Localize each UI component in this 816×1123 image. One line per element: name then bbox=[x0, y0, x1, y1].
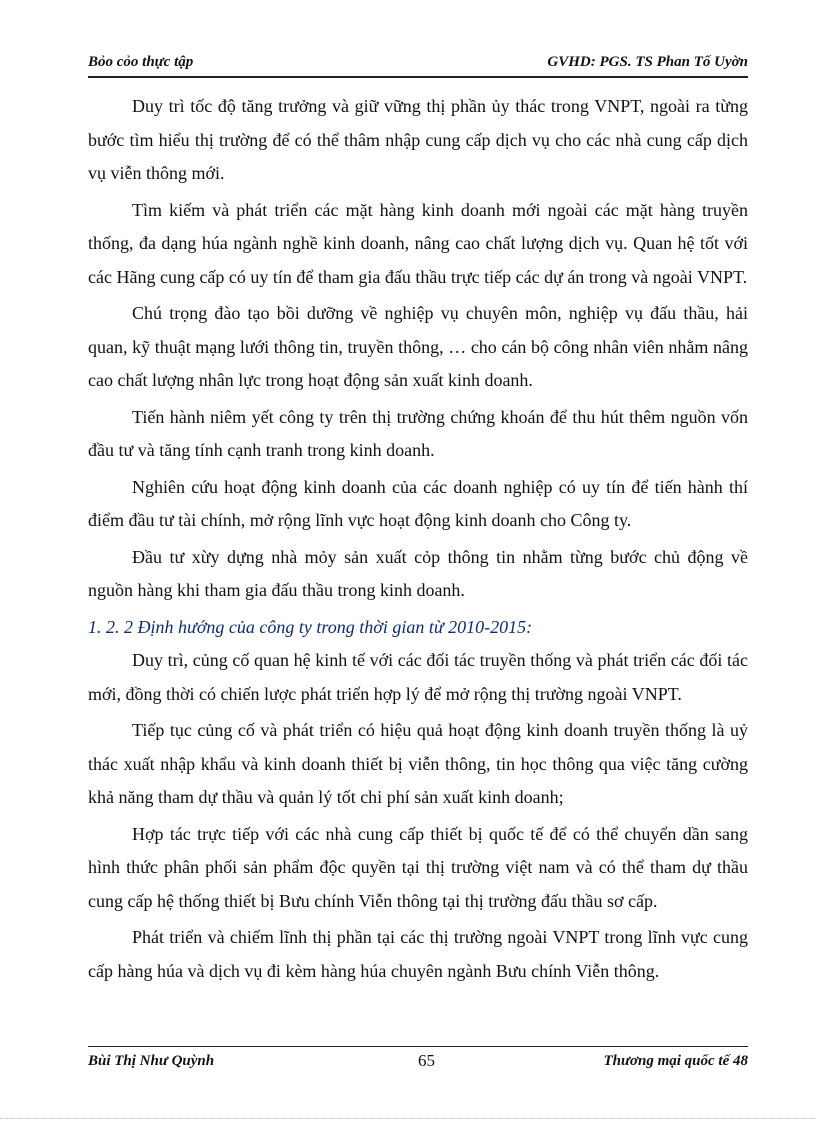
page-number: 65 bbox=[418, 1051, 435, 1070]
footer-author: Bùi Thị Như Quỳnh bbox=[88, 1053, 215, 1069]
paragraph: Chú trọng đào tạo bồi dưỡng về nghiệp vụ chuyên môn, nghiệp vụ đấu thầu, hải quan, kỹ thuật mạng lưới thông tin, truyền thông, … cho cán bộ công nhân viên nhằm nâng cao chất lượng nhân lực trong hoạt động sản xuất kinh doanh. bbox=[88, 303, 748, 390]
paragraph: Tìm kiếm và phát triển các mặt hàng kinh doanh mới ngoài các mặt hàng truyền thống, đa dạng húa ngành nghề kinh doanh, nâng cao chất lượng dịch vụ. Quan hệ tốt với các Hãng cung cấp có uy tín để tham gia đấu thầu trực tiếp các dự án trong và ngoài VNPT. bbox=[88, 199, 748, 287]
page-footer bbox=[88, 1046, 748, 1079]
header-supervisor: GVHD: PGS. TS Phan Tố Uyờn bbox=[547, 54, 748, 70]
paragraph: Duy trì, củng cố quan hệ kinh tế với các đối tác truyền thống và phát triển các đối tác mới, đồng thời có chiến lược phát triển hợp lý để mở rộng thị trường ngoài VNPT. bbox=[88, 650, 748, 704]
paragraph: Phát triển và chiếm lĩnh thị phần tại các thị trường ngoài VNPT trong lĩnh vực cung cấp hàng húa và dịch vụ đi kèm hàng húa chuyên ngành Bưu chính Viễn thông. bbox=[88, 927, 748, 981]
page-edge-divider bbox=[0, 1118, 816, 1119]
footer-class: Thương mại quốc tế 48 bbox=[603, 1053, 748, 1069]
document-body bbox=[88, 90, 748, 991]
paragraph: Nghiên cứu hoạt động kinh doanh của các doanh nghiệp có uy tín để tiến hành thí điểm đầu tư tài chính, mở rộng lĩnh vực hoạt động kinh doanh cho Công ty. bbox=[88, 476, 748, 530]
paragraph: Đầu tư xừy dựng nhà mỏy sản xuất cỏp thông tin nhằm từng bước chủ động về nguồn hàng khi tham gia đấu thầu trong kinh doanh. bbox=[88, 546, 748, 600]
paragraph: Tiến hành niêm yết công ty trên thị trường chứng khoán để thu hút thêm nguồn vốn đầu tư và tăng tính cạnh tranh trong kinh doanh. bbox=[88, 406, 748, 460]
section-heading: 1. 2. 2 Định hướng của công ty trong thời gian từ 2010-2015: bbox=[88, 616, 533, 637]
paragraph: Hợp tác trực tiếp với các nhà cung cấp thiết bị quốc tế để có thể chuyển dần sang hình thức phân phối sản phẩm độc quyền tại thị trường việt nam và có thể tham dự thầu cung cấp hệ thống thiết bị Bưu chính Viễn thông tại thị trường đấu thầu sơ cấp. bbox=[88, 823, 748, 911]
page-header bbox=[88, 52, 748, 78]
header-report-title: Bỏo cỏo thực tập bbox=[88, 54, 194, 70]
paragraph: Duy trì tốc độ tăng trưởng và giữ vững thị phần ủy thác trong VNPT, ngoài ra từng bước tìm hiểu thị trường để có thể thâm nhập cung cấp dịch vụ cho các nhà cung cấp dịch vụ viễn thông mới. bbox=[88, 96, 748, 183]
paragraph: Tiếp tục củng cố và phát triển có hiệu quả hoạt động kinh doanh truyền thống là uỷ thác xuất nhập khẩu và kinh doanh thiết bị viễn thông, tin học thông qua việc tăng cường khả năng tham dự thầu và quản lý tốt chi phí sản xuất kinh doanh; bbox=[88, 720, 748, 807]
